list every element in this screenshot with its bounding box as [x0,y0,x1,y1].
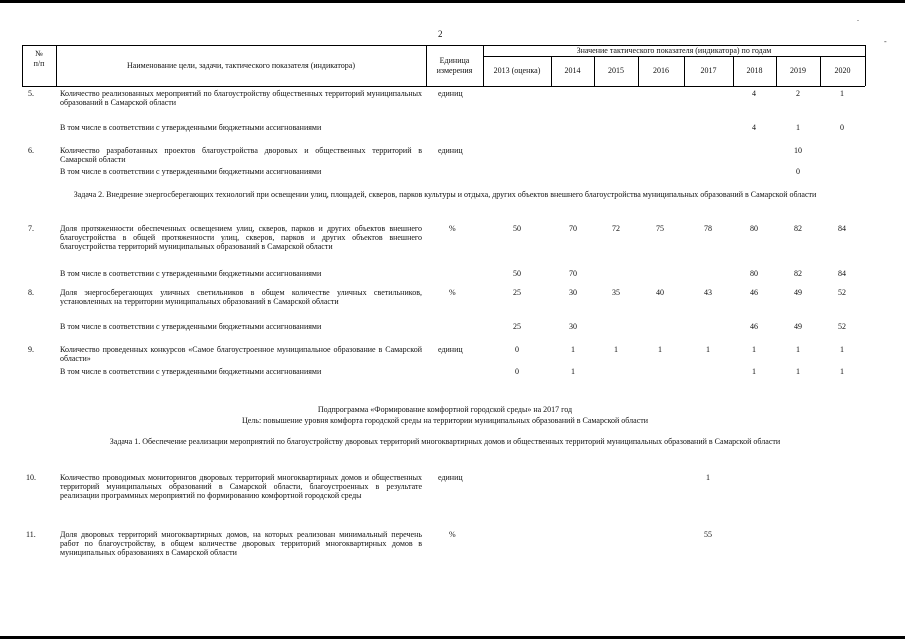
budget-value: 0 [840,123,844,132]
indicator-value: 30 [569,288,577,297]
indicator-value: 46 [750,288,758,297]
row-number: 5. [28,89,34,98]
indicator-value: 1 [658,345,662,354]
budget-value: 49 [794,322,802,331]
header-name: Наименование цели, задачи, тактического показателя (индикатора) [127,60,355,70]
subprogram-goal: Цель: повышение уровня комфорта городской среды на территории муниципальных образований в Самарской области [241,416,649,425]
row-number: 8. [28,288,34,297]
budget-value: 1 [752,367,756,376]
corner-mark: . [857,14,859,23]
indicator-value: 40 [656,288,664,297]
header-year: 2019 [790,66,806,75]
row-number: 7. [28,224,34,233]
bottom-border [0,636,905,639]
indicator-value: 55 [704,530,712,539]
indicator-value: 1 [796,345,800,354]
top-border [0,0,905,3]
indicator-name: Количество разработанных проектов благоустройства дворовых и общественных территорий в Самарской области [60,146,422,164]
header-year: 2020 [834,66,851,75]
row-number: 9. [28,345,34,354]
indicator-value: 84 [838,224,846,233]
budget-value: 1 [840,367,844,376]
budget-value: 46 [750,322,758,331]
budget-value: 1 [796,123,800,132]
indicator-value: 78 [704,224,712,233]
indicator-name: Количество проводимых мониторингов дворовых территорий многоквартирных домов и общественных территорий муниципальных образований в Самарской области, благоустроенных в результате реализации программных мероприятий по формированию комфортной городской среды [60,473,422,500]
budget-value: 0 [515,367,519,376]
header-year: 2013 (оценка) [493,66,541,75]
task-heading: Задача 2. Внедрение энергосберегающих технологий при освещении улиц, площадей, скверов, парков культуры и отдыха, других объектов внешнего благоустройства муниципальных образований в Самарской области [73,190,817,199]
indicator-value: 75 [656,224,664,233]
budget-value: 84 [838,269,846,278]
indicator-value: 49 [794,288,802,297]
indicator-value: 1 [614,345,618,354]
unit: % [449,224,456,233]
row-number: 6. [28,146,34,155]
indicator-name: Количество проведенных конкурсов «Самое благоустроенное муниципальное образование в Самарской области» [60,345,422,363]
indicator-value: 1 [706,345,710,354]
indicator-name: Количество реализованных мероприятий по благоустройству общественных территорий муниципальных образований в Самарской области [60,89,422,107]
sub-label: В том числе в соответствии с утвержденными бюджетными ассигнованиями [60,167,322,176]
indicator-value: 82 [794,224,802,233]
row-number: 11. [26,530,36,539]
budget-value: 70 [569,269,577,278]
indicator-value: 70 [569,224,577,233]
indicator-value: 50 [513,224,521,233]
sub-label: В том числе в соответствии с утвержденными бюджетными ассигнованиями [60,123,322,132]
indicator-value: 1 [706,473,710,482]
budget-value: 0 [796,167,800,176]
indicator-value: 52 [838,288,846,297]
indicator-value: 10 [794,146,802,155]
indicator-value: 43 [704,288,712,297]
indicator-value: 1 [571,345,575,354]
budget-value: 50 [513,269,521,278]
unit: % [449,530,456,539]
unit: единиц [438,89,463,98]
task-heading: Задача 1. Обеспечение реализации мероприятий по благоустройству дворовых территорий многоквартирных домов и общественных территорий муниципальных образований в Самарской области [109,437,781,446]
budget-value: 1 [571,367,575,376]
unit: единиц [438,473,463,482]
corner-mark: - [884,37,887,46]
row-number: 10. [26,473,36,482]
indicator-value: 72 [612,224,620,233]
header-values: Значение тактического показателя (индикатора) по годам [576,45,772,55]
budget-value: 30 [569,322,577,331]
indicator-name: Доля протяженности обеспеченных освещением улиц, скверов, парков и других объектов внешнего благоустройства в общей протяженности улиц, скверов, парков и других объектов внешнего благоустройства территорий муниципальных образований в Самарской области [60,224,422,251]
indicator-value: 2 [796,89,800,98]
indicator-value: 1 [840,89,844,98]
subprogram-title: Подпрограмма «Формирование комфортной городской среды» на 2017 год [317,405,573,414]
indicator-value: 25 [513,288,521,297]
budget-value: 82 [794,269,802,278]
sub-label: В том числе в соответствии с утвержденными бюджетными ассигнованиями [60,269,322,278]
indicator-value: 1 [840,345,844,354]
header-year: 2015 [608,66,624,75]
unit: единиц [438,146,463,155]
header-year: 2017 [700,66,717,75]
indicator-value: 0 [515,345,519,354]
header-num: № п/п [33,49,45,68]
header-year: 2016 [653,66,669,75]
indicator-value: 35 [612,288,620,297]
sub-label: В том числе в соответствии с утвержденными бюджетными ассигнованиями [60,322,322,331]
budget-value: 4 [752,123,756,132]
budget-value: 80 [750,269,758,278]
header-year: 2014 [564,66,581,75]
indicator-value: 1 [752,345,756,354]
header-year: 2018 [746,66,763,75]
budget-value: 25 [513,322,521,331]
indicator-name: Доля дворовых территорий многоквартирных домов, на которых реализован минимальный перечень работ по благоустройству, в общем количестве дворовых территорий многоквартирных домов в муниципальных образованиях в Самарской области [60,530,422,557]
unit: % [449,288,456,297]
budget-value: 52 [838,322,846,331]
indicator-value: 80 [750,224,758,233]
unit: единиц [438,345,463,354]
budget-value: 1 [796,367,800,376]
sub-label: В том числе в соответствии с утвержденными бюджетными ассигнованиями [60,367,322,376]
indicator-value: 4 [752,89,756,98]
header-unit: Единица измерения [436,55,473,75]
indicator-name: Доля энергосберегающих уличных светильников в общем количестве уличных светильников, установленных на территории муниципальных образований в Самарской области [60,288,422,306]
page-number: 2 [438,29,443,39]
